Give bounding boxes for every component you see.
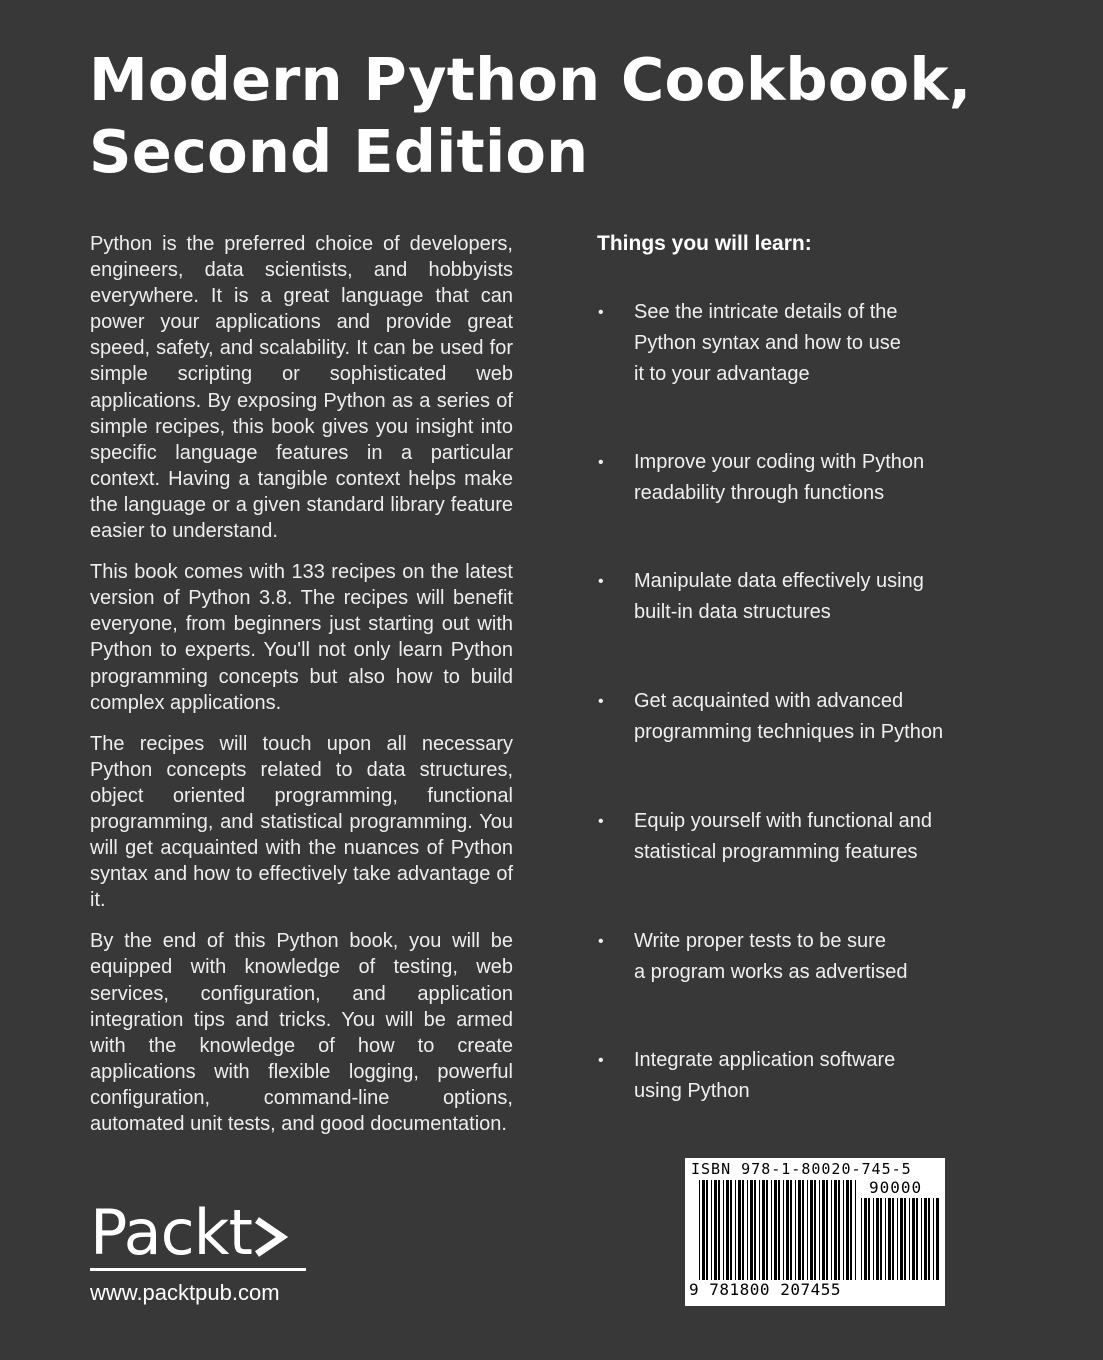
barcode-bar xyxy=(885,1198,886,1280)
barcode-bar xyxy=(706,1180,708,1280)
barcode-bar xyxy=(897,1198,898,1280)
learn-item xyxy=(597,686,977,748)
learn-item-text xyxy=(634,566,977,628)
learn-item-line: it to your advantage xyxy=(634,363,810,385)
barcode-bar xyxy=(750,1180,753,1280)
barcode-bar xyxy=(702,1180,705,1280)
barcode-bar xyxy=(759,1180,760,1280)
barcode-bar xyxy=(864,1198,867,1280)
learn-item-text xyxy=(634,686,977,748)
isbn-barcode xyxy=(685,1158,945,1306)
barcode-bar xyxy=(933,1198,934,1280)
learn-heading: Things you will learn: xyxy=(597,232,812,255)
bullet-icon: • xyxy=(598,813,604,830)
barcode-bar xyxy=(936,1198,939,1280)
barcode-bar xyxy=(855,1180,856,1280)
description-paragraph-2: This book comes with 133 recipes on the latest version of Python 3.8. The recipes will benefit everyone, from beginners just starting out with Python to experts. You'll not only learn Python programming concepts but also how to build complex applications. xyxy=(90,561,513,714)
isbn-label: ISBN 978-1-80020-745-5 xyxy=(691,1160,912,1178)
barcode-addon-bars xyxy=(861,1198,939,1280)
learn-item-line: programming techniques in Python xyxy=(634,721,944,743)
book-description xyxy=(90,231,513,1152)
learn-item-line: using Python xyxy=(634,1080,750,1102)
description-paragraph-4: By the end of this Python book, you will be equipped with knowledge of testing, web services, configuration, and application integration tips and tricks. You will be armed with the knowledge of how to create applications with flexible logging, powerful configuration, command-line options, automated unit tests, and good documentation. xyxy=(90,930,513,1135)
barcode-bar xyxy=(786,1180,789,1280)
learn-item-line: Equip yourself with functional and xyxy=(634,810,932,832)
learn-item xyxy=(597,806,977,868)
barcode-bar xyxy=(747,1180,748,1280)
barcode-bar xyxy=(795,1180,796,1280)
learn-item-text xyxy=(634,447,977,509)
barcode-bar xyxy=(843,1180,844,1280)
barcode-bar xyxy=(912,1198,915,1280)
learn-item-line: Manipulate data effectively using xyxy=(634,570,924,592)
learn-item-line: statistical programming features xyxy=(634,841,918,863)
barcode-bar xyxy=(738,1180,741,1280)
learn-item-line: Integrate application software xyxy=(634,1049,896,1071)
barcode-bar xyxy=(711,1180,712,1280)
barcode-bar xyxy=(831,1180,832,1280)
bullet-icon: • xyxy=(598,304,604,321)
bullet-icon: • xyxy=(598,573,604,590)
learn-item-line: Get acquainted with advanced xyxy=(634,690,904,712)
book-title-line-1: Modern Python Cookbook, xyxy=(89,45,972,114)
learn-item-line: readability through functions xyxy=(634,482,885,504)
learn-item-line: Improve your coding with Python xyxy=(634,451,925,473)
barcode-bar xyxy=(798,1180,801,1280)
barcode-addon-digits: 90000 xyxy=(869,1178,923,1197)
things-you-will-learn xyxy=(597,230,977,1102)
book-title xyxy=(89,44,971,188)
barcode-bar xyxy=(807,1180,808,1280)
barcode-bar xyxy=(916,1198,918,1280)
barcode-bar xyxy=(730,1180,732,1280)
barcode-bar xyxy=(714,1180,717,1280)
barcode-bar xyxy=(790,1180,792,1280)
barcode-bar xyxy=(766,1180,768,1280)
learn-item-text xyxy=(634,297,977,390)
publisher-url: www.packtpub.com xyxy=(90,1280,280,1305)
barcode-bar xyxy=(834,1180,837,1280)
barcode-bar xyxy=(822,1180,825,1280)
barcode-bar xyxy=(826,1180,828,1280)
learn-item-text xyxy=(634,926,977,988)
barcode-bar xyxy=(928,1198,930,1280)
learn-item xyxy=(597,566,977,628)
packt-logo xyxy=(90,1196,310,1307)
barcode-bar xyxy=(699,1180,700,1280)
barcode-bar xyxy=(802,1180,804,1280)
barcode-bar xyxy=(735,1180,736,1280)
learn-item-line: a program works as advertised xyxy=(634,961,908,983)
learn-item-line: Python syntax and how to use xyxy=(634,332,901,354)
packt-logo-wordmark: Packt xyxy=(90,1200,310,1266)
bullet-icon: • xyxy=(598,933,604,950)
learn-item xyxy=(597,1045,977,1107)
barcode-bar xyxy=(909,1198,910,1280)
barcode-bar xyxy=(850,1180,852,1280)
barcode-bar xyxy=(723,1180,724,1280)
learn-item-text xyxy=(634,806,977,868)
barcode-bar xyxy=(762,1180,765,1280)
barcode-bars xyxy=(699,1180,857,1280)
description-paragraph-3: The recipes will touch upon all necessary Python concepts related to data structures, object oriented programming, functional programming, and statistical programming. You will get acquainted with the nuances of Python syntax and how to effectively take advantage of it. xyxy=(90,732,513,912)
learn-item xyxy=(597,297,977,390)
barcode-bar xyxy=(904,1198,906,1280)
description-paragraph-1: Python is the preferred choice of developers, engineers, data scientists, and hobbyists everywhere. It is a great language that can power your applications and provide great speed, safety, and scalability. It can be used for simple scripting or sophisticated web applications. By exposing Python as a series of simple recipes, this book gives you insight into specific language features in a particular context. Having a tangible context helps make the language or a given standard library feature easier to understand. xyxy=(90,233,513,543)
barcode-bar xyxy=(846,1180,849,1280)
bullet-icon: • xyxy=(598,693,604,710)
barcode-bar xyxy=(819,1180,820,1280)
barcode-bar xyxy=(718,1180,720,1280)
bullet-icon: • xyxy=(598,1052,604,1069)
book-title-line-2: Second Edition xyxy=(89,117,589,186)
learn-item-line: built-in data structures xyxy=(634,601,831,623)
barcode-bar xyxy=(771,1180,772,1280)
barcode-bar xyxy=(888,1198,891,1280)
barcode-bar xyxy=(892,1198,894,1280)
learn-item xyxy=(597,926,977,988)
barcode-bar xyxy=(838,1180,840,1280)
learn-item-line: Write proper tests to be sure xyxy=(634,930,886,952)
barcode-bar xyxy=(810,1180,813,1280)
barcode-bar xyxy=(868,1198,870,1280)
learn-item-line: See the intricate details of the xyxy=(634,301,898,323)
barcode-bar xyxy=(873,1198,874,1280)
barcode-bar xyxy=(814,1180,816,1280)
barcode-bar xyxy=(774,1180,777,1280)
barcode-bar xyxy=(783,1180,784,1280)
barcode-bar xyxy=(778,1180,780,1280)
barcode-bar xyxy=(754,1180,756,1280)
barcode-bar xyxy=(924,1198,927,1280)
barcode-bar xyxy=(876,1198,879,1280)
bullet-icon: • xyxy=(598,454,604,471)
learn-item-text xyxy=(634,1045,977,1107)
barcode-ean-digits: 9 781800 207455 xyxy=(689,1280,841,1299)
learn-item xyxy=(597,447,977,509)
barcode-bar xyxy=(726,1180,729,1280)
barcode-bar xyxy=(880,1198,882,1280)
barcode-bar xyxy=(921,1198,922,1280)
barcode-bar xyxy=(900,1198,903,1280)
barcode-bar xyxy=(861,1198,862,1280)
barcode-bar xyxy=(742,1180,744,1280)
